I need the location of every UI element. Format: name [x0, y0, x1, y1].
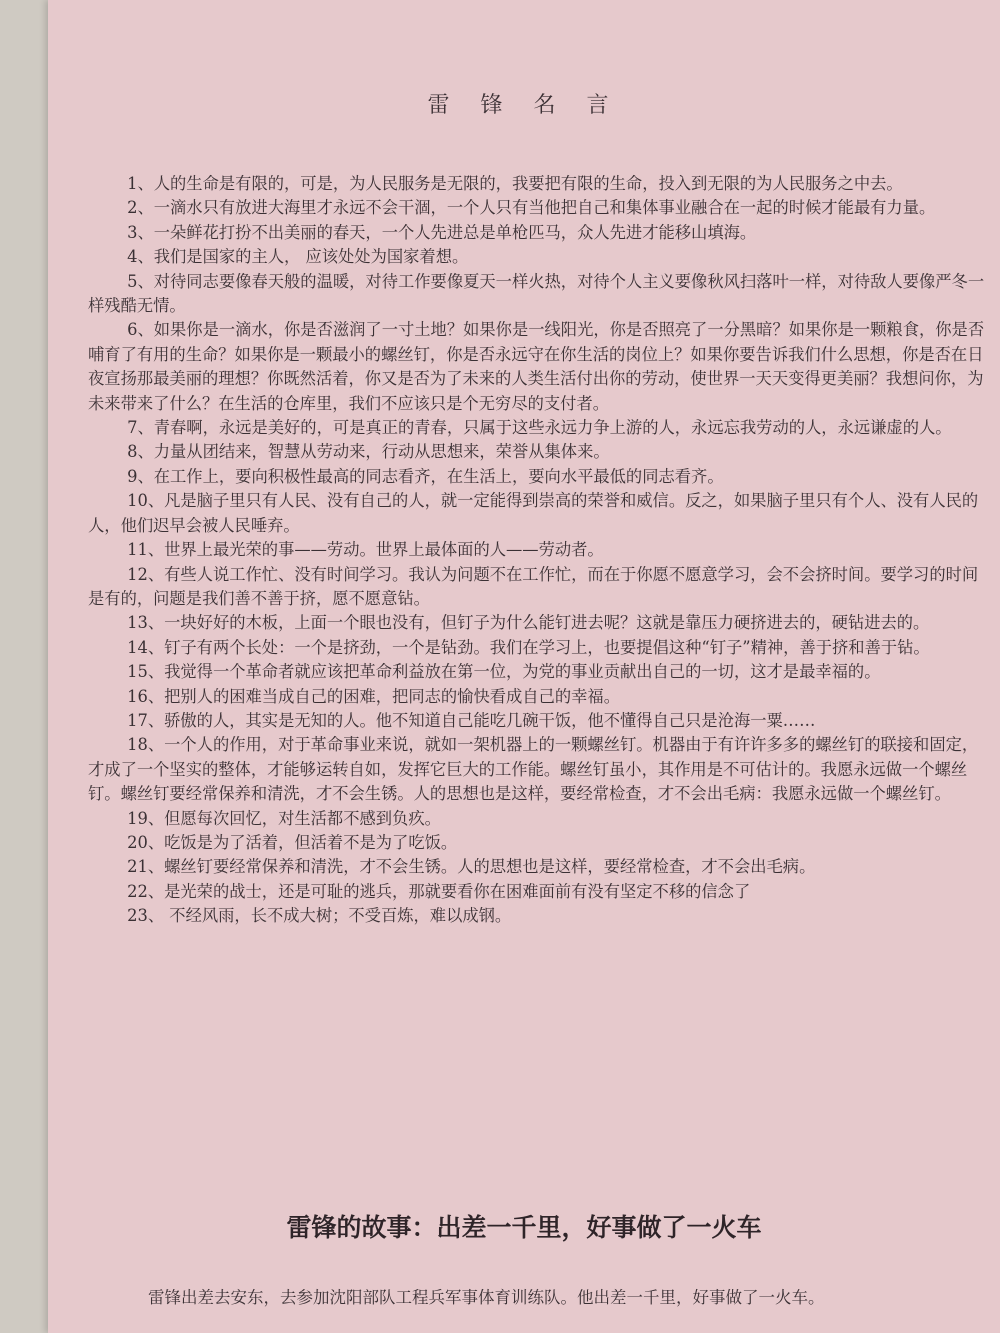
- quote-list: [88, 172, 990, 929]
- quote-item: 10、凡是脑子里只有人民、没有自己的人，就一定能得到崇高的荣誉和威信。反之，如果脑子里只有个人、没有人民的人，他们迟早会被人民唾弃。: [88, 491, 979, 535]
- quote-item: 19、但愿每次回忆，对生活都不感到负疚。: [127, 808, 441, 828]
- quote-item: 23、 不经风雨，长不成大树；不受百炼，难以成钢。: [127, 906, 512, 926]
- quote-item: 8、力量从团结来，智慧从劳动来，行动从思想来，荣誉从集体来。: [127, 442, 610, 462]
- quote-item: 16、把别人的困难当成自己的困难，把同志的愉快看成自己的幸福。: [127, 686, 620, 706]
- quote-item: 9、在工作上，要向积极性最高的同志看齐，在生活上，要向水平最低的同志看齐。: [127, 466, 724, 486]
- story-heading: 雷锋的故事：出差一千里，好事做了一火车: [286, 1213, 762, 1242]
- quote-item: 18、一个人的作用，对于革命事业来说，就如一架机器上的一颗螺丝钉。机器由于有许许多多的螺丝钉的联接和固定，才成了一个坚实的整体，才能够运转自如，发挥它巨大的工作能。螺丝钉虽小，其作用是不可估计的。我愿永远做一个螺丝钉。螺丝钉要经常保养和清洗，才不会生锈。人的思想也是这样，要经常检查，才不会出毛病：我愿永远做一个螺丝钉。: [88, 735, 979, 804]
- quote-item: 15、我觉得一个革命者就应该把革命利益放在第一位，为党的事业贡献出自己的一切，这才是最幸福的。: [127, 662, 881, 682]
- page-title: 雷 锋 名 言: [427, 93, 621, 118]
- story-paragraph: 雷锋出差去安东，去参加沈阳部队工程兵军事体育训练队。他出差一千里，好事做了一火车。: [148, 1288, 825, 1307]
- quote-item: 2、一滴水只有放进大海里才永远不会干涸，一个人只有当他把自己和集体事业融合在一起的时候才能最有力量。: [127, 198, 936, 218]
- quote-item: 4、我们是国家的主人， 应该处处为国家着想。: [127, 247, 469, 267]
- quote-item: 6、如果你是一滴水，你是否滋润了一寸土地？如果你是一线阳光，你是否照亮了一分黑暗？如果你是一颗粮食，你是否哺育了有用的生命？如果你是一颗最小的螺丝钉，你是否永远守在你生活的岗位上？如果你要告诉我们什么思想，你是否在日夜宣扬那最美丽的理想？你既然活着，你又是否为了未来的人类生活付出你的劳动，使世界一天天变得更美丽？我想问你，为未来带来了什么？在生活的仓库里，我们不应该只是个无穷尽的支付者。: [88, 320, 985, 413]
- quote-item: 11、世界上最光荣的事——劳动。世界上最体面的人——劳动者。: [127, 540, 604, 560]
- background-surface: [0, 0, 48, 1333]
- quote-item: 22、是光荣的战士，还是可耻的逃兵，那就要看你在困难面前有没有坚定不移的信念了: [127, 881, 751, 901]
- quote-item: 13、一块好好的木板，上面一个眼也没有，但钉子为什么能钉进去呢？这就是靠压力硬挤进去的，硬钻进去的。: [127, 613, 930, 633]
- document-page: [48, 0, 1000, 1333]
- quote-item: 1、人的生命是有限的，可是，为人民服务是无限的，我要把有限的生命，投入到无限的为人民服务之中去。: [127, 174, 903, 193]
- quote-item: 7、青春啊，永远是美好的，可是真正的青春，只属于这些永远力争上游的人，永远忘我劳动的人，永远谦虚的人。: [127, 418, 952, 438]
- quote-item: 12、有些人说工作忙、没有时间学习。我认为问题不在工作忙，而在于你愿不愿意学习，会不会挤时间。要学习的时间是有的，问题是我们善不善于挤，愿不愿意钻。: [88, 564, 979, 608]
- quote-item: 20、吃饭是为了活着，但活着不是为了吃饭。: [127, 832, 458, 852]
- quote-item: 3、一朵鲜花打扮不出美丽的春天，一个人先进总是单枪匹马，众人先进才能移山填海。: [127, 222, 757, 242]
- quote-item: 21、螺丝钉要经常保养和清洗，才不会生锈。人的思想也是这样，要经常检查，才不会出毛病。: [127, 857, 816, 877]
- quote-item: 17、骄傲的人，其实是无知的人。他不知道自己能吃几碗干饭，他不懂得自己只是沧海一粟……: [127, 710, 816, 730]
- quote-item: 14、钉子有两个长处：一个是挤劲，一个是钻劲。我们在学习上，也要提倡这种“钉子”精神，善于挤和善于钻。: [127, 637, 930, 657]
- quote-item: 5、对待同志要像春天般的温暖，对待工作要像夏天一样火热，对待个人主义要像秋风扫落叶一样，对待敌人要像严冬一样残酷无情。: [88, 271, 985, 316]
